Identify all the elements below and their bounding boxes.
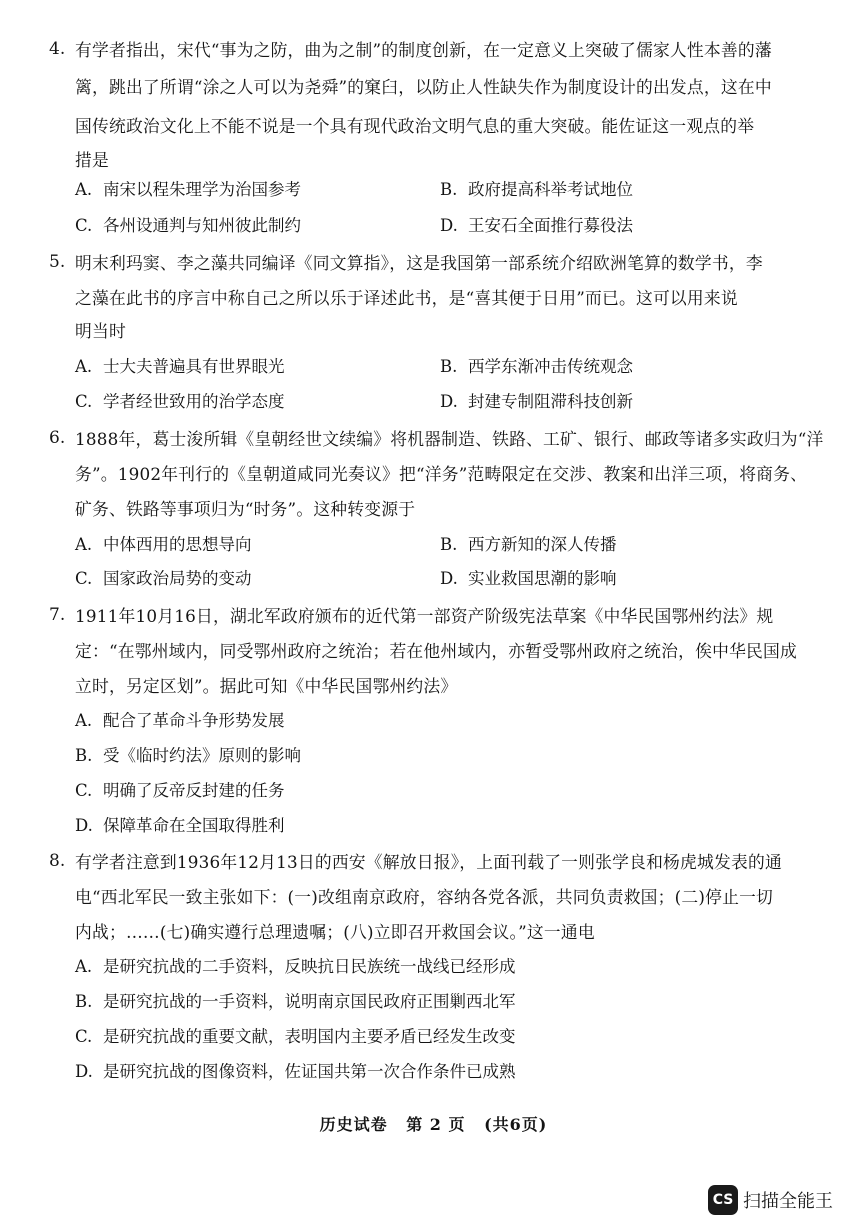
option-b bbox=[75, 992, 516, 1012]
option-text: 明确了反帝反封建的任务 bbox=[103, 781, 285, 800]
option-text: 是研究抗战的一手资料，说明南京国民政府正围剿西北军 bbox=[103, 992, 516, 1011]
question-number: 7. bbox=[49, 605, 66, 625]
option-letter: B. bbox=[75, 746, 93, 765]
stem-line: 国传统政治文化上不能不说是一个具有现代政治文明气息的重大突破。能佐证这一观点的举 bbox=[75, 116, 755, 136]
option-letter: A. bbox=[75, 357, 93, 376]
question-number: 5. bbox=[49, 252, 66, 272]
scanner-watermark bbox=[708, 1182, 858, 1218]
stem-line: 电“西北军民一致主张如下：(一)改组南京政府，容纳各党各派，共同负责救国；(二)停止一切 bbox=[75, 887, 774, 907]
option-b bbox=[440, 180, 633, 200]
stem-line: 明当时 bbox=[75, 321, 126, 341]
option-letter: C. bbox=[75, 392, 93, 411]
stem-line: 定：“在鄂州域内，同受鄂州政府之统治；若在他州域内，亦暂受鄂州政府之统治，俟中华民国成 bbox=[75, 641, 797, 661]
option-letter: D. bbox=[75, 1062, 93, 1081]
option-d bbox=[440, 392, 633, 412]
stem-line: 矿务、铁路等事项归为“时务”。这种转变源于 bbox=[75, 499, 416, 519]
option-text: 南宋以程朱理学为治国参考 bbox=[103, 180, 301, 199]
option-letter: C. bbox=[75, 1027, 93, 1046]
option-letter: A. bbox=[75, 535, 93, 554]
page-footer bbox=[0, 1112, 867, 1135]
stem-line: 篱，跳出了所谓“涂之人可以为尧舜”的窠臼，以防止人性缺失作为制度设计的出发点，这在中 bbox=[75, 77, 772, 97]
option-letter: C. bbox=[75, 569, 93, 588]
watermark-text: 扫描全能王 bbox=[743, 1191, 833, 1212]
option-letter: C. bbox=[75, 781, 93, 800]
stem-line: 有学者指出，宋代“事为之防，曲为之制”的制度创新，在一定意义上突破了儒家人性本善的藩 bbox=[75, 40, 772, 60]
option-letter: C. bbox=[75, 216, 93, 235]
option-text: 国家政治局势的变动 bbox=[103, 569, 252, 588]
stem-line: 务”。1902年刊行的《皇朝道咸同光奏议》把“洋务”范畴限定在交涉、教案和出洋三项，将商务、 bbox=[75, 464, 808, 484]
option-letter: A. bbox=[75, 711, 93, 730]
option-letter: A. bbox=[75, 957, 93, 976]
option-b bbox=[440, 357, 633, 377]
camscanner-logo-icon: CS bbox=[708, 1185, 738, 1215]
option-letter: B. bbox=[440, 535, 458, 554]
option-text: 中体西用的思想导向 bbox=[103, 535, 252, 554]
stem-line: 有学者注意到1936年12月13日的西安《解放日报》，上面刊载了一则张学良和杨虎城发表的通 bbox=[75, 852, 782, 872]
option-c bbox=[75, 569, 252, 589]
stem-line: 之藻在此书的序言中称自己之所以乐于译述此书，是“喜其便于日用”而已。这可以用来说 bbox=[75, 288, 738, 308]
option-text: 是研究抗战的二手资料，反映抗日民族统一战线已经形成 bbox=[103, 957, 516, 976]
option-b bbox=[440, 535, 617, 555]
option-text: 实业救国思潮的影响 bbox=[468, 569, 617, 588]
option-letter: D. bbox=[440, 392, 458, 411]
stem-line: 内战；……(七)确实遵行总理遗嘱；(八)立即召开救国会议。”这一通电 bbox=[75, 922, 595, 942]
option-a bbox=[75, 711, 285, 731]
stem-line: 1911年10月16日，湖北军政府颁布的近代第一部资产阶级宪法草案《中华民国鄂州约法》规 bbox=[75, 606, 774, 626]
option-c bbox=[75, 781, 285, 801]
footer-subject: 历史试卷 bbox=[319, 1115, 388, 1134]
option-text: 王安石全面推行募役法 bbox=[468, 216, 633, 235]
option-text: 政府提高科举考试地位 bbox=[468, 180, 633, 199]
option-text: 是研究抗战的图像资料，佐证国共第一次合作条件已成熟 bbox=[103, 1062, 516, 1081]
option-a bbox=[75, 357, 285, 377]
option-d bbox=[75, 1062, 516, 1082]
question-number: 8. bbox=[49, 851, 66, 871]
question-number: 6. bbox=[49, 428, 66, 448]
option-c bbox=[75, 392, 285, 412]
option-text: 保障革命在全国取得胜利 bbox=[103, 816, 285, 835]
option-letter: B. bbox=[440, 357, 458, 376]
option-text: 各州设通判与知州彼此制约 bbox=[103, 216, 301, 235]
stem-line: 措是 bbox=[75, 150, 109, 170]
option-a bbox=[75, 535, 252, 555]
option-d bbox=[440, 569, 617, 589]
stem-line: 1888年，葛士浚所辑《皇朝经世文续编》将机器制造、铁路、工矿、银行、邮政等诸多实政归为“洋 bbox=[75, 429, 824, 449]
option-letter: D. bbox=[440, 569, 458, 588]
option-a bbox=[75, 180, 301, 200]
option-text: 士大夫普遍具有世界眼光 bbox=[103, 357, 285, 376]
option-c bbox=[75, 1027, 516, 1047]
option-letter: D. bbox=[440, 216, 458, 235]
option-text: 西学东渐冲击传统观念 bbox=[468, 357, 633, 376]
stem-line: 明末利玛窦、李之藻共同编译《同文算指》，这是我国第一部系统介绍欧洲笔算的数学书，李 bbox=[75, 253, 763, 273]
stem-line: 立时，另定区划”。据此可知《中华民国鄂州约法》 bbox=[75, 676, 458, 696]
option-text: 西方新知的深人传播 bbox=[468, 535, 617, 554]
option-text: 学者经世致用的治学态度 bbox=[103, 392, 285, 411]
footer-page: 第 2 页 bbox=[406, 1115, 466, 1134]
question-number: 4. bbox=[49, 39, 66, 59]
option-text: 受《临时约法》原则的影响 bbox=[103, 746, 301, 765]
footer-total: (共6页) bbox=[484, 1115, 548, 1134]
option-d bbox=[75, 816, 285, 836]
option-c bbox=[75, 216, 301, 236]
option-letter: B. bbox=[75, 992, 93, 1011]
option-letter: A. bbox=[75, 180, 93, 199]
option-letter: D. bbox=[75, 816, 93, 835]
option-letter: B. bbox=[440, 180, 458, 199]
option-text: 配合了革命斗争形势发展 bbox=[103, 711, 285, 730]
option-b bbox=[75, 746, 301, 766]
option-d bbox=[440, 216, 633, 236]
option-a bbox=[75, 957, 516, 977]
option-text: 封建专制阻滞科技创新 bbox=[468, 392, 633, 411]
option-text: 是研究抗战的重要文献，表明国内主要矛盾已经发生改变 bbox=[103, 1027, 516, 1046]
